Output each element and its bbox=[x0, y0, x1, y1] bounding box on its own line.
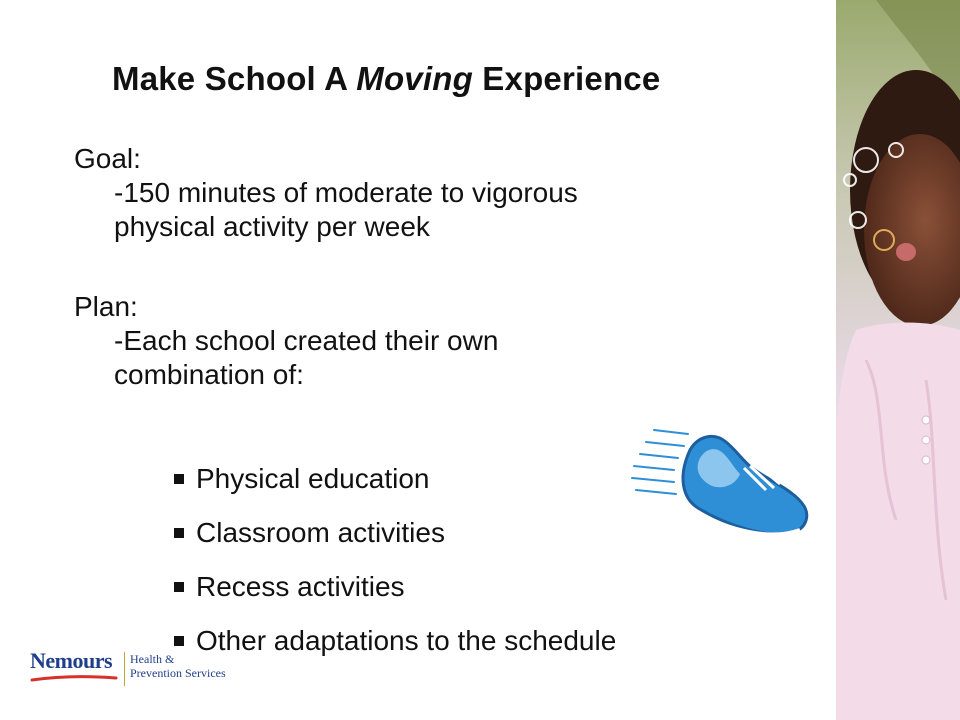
square-bullet-icon bbox=[174, 582, 184, 592]
list-item: Other adaptations to the schedule bbox=[174, 614, 616, 668]
plan-line-2: combination of: bbox=[114, 359, 304, 390]
square-bullet-icon bbox=[174, 636, 184, 646]
bullet-list bbox=[174, 452, 616, 668]
logo-divider bbox=[124, 652, 125, 686]
running-shoe-icon bbox=[628, 424, 812, 544]
girl-blowing-bubbles-photo bbox=[836, 0, 960, 720]
goal-line-1: -150 minutes of moderate to vigorous bbox=[114, 177, 578, 208]
square-bullet-icon bbox=[174, 474, 184, 484]
list-item: Physical education bbox=[174, 452, 616, 506]
square-bullet-icon bbox=[174, 528, 184, 538]
list-item: Classroom activities bbox=[174, 506, 616, 560]
goal-line-2: physical activity per week bbox=[114, 211, 430, 242]
slide-title: Make School A Moving Experience bbox=[112, 60, 661, 97]
logo-swoosh-icon bbox=[30, 674, 118, 684]
goal-label: Goal: bbox=[74, 143, 141, 174]
plan-line-1: -Each school created their own bbox=[114, 325, 499, 356]
logo-wordmark: Nemours bbox=[30, 648, 113, 673]
slide-body bbox=[74, 142, 794, 392]
logo-subtitle: Health & Prevention Services bbox=[130, 652, 226, 680]
list-item: Recess activities bbox=[174, 560, 616, 614]
nemours-logo bbox=[30, 650, 226, 692]
plan-label: Plan: bbox=[74, 291, 138, 322]
